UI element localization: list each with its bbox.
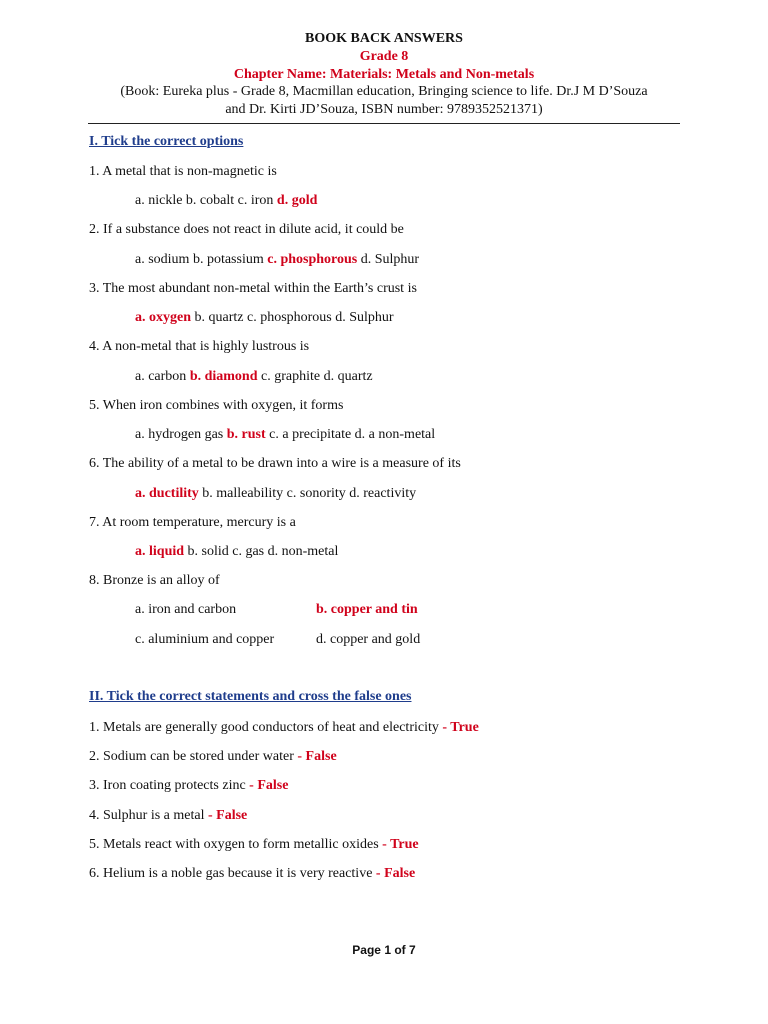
answer-2: c. phosphorous: [267, 252, 358, 267]
question-3: 3. The most abundant non-metal within the Earth’s crust is: [89, 281, 417, 296]
verdict-2: - False: [297, 749, 337, 764]
statement-5: 5. Metals react with oxygen to form metallic oxides - True: [89, 837, 419, 852]
answer-3: a. oxygen: [135, 310, 191, 325]
statement-4: 4. Sulphur is a metal - False: [89, 808, 248, 823]
question-6-options: a. ductility b. malleability c. sonority d. reactivity: [135, 486, 417, 501]
verdict-1: - True: [442, 720, 479, 735]
answer-7: a. liquid: [135, 544, 185, 559]
doc-title: BOOK BACK ANSWERS: [305, 31, 463, 46]
answer-6: a. ductility: [135, 486, 199, 501]
grade-heading: Grade 8: [359, 49, 409, 64]
question-3-options: a. oxygen b. quartz c. phosphorous d. Sulphur: [135, 310, 394, 325]
answer-5: b. rust: [226, 427, 266, 442]
page-number: Page 1 of 7: [352, 943, 416, 957]
statement-2: 2. Sodium can be stored under water - False: [89, 749, 337, 764]
statement-1: 1. Metals are generally good conductors of heat and electricity - True: [89, 720, 479, 735]
question-7-options: a. liquid b. solid c. gas d. non-metal: [135, 544, 339, 559]
question-8: 8. Bronze is an alloy of: [89, 573, 220, 588]
answer-4: b. diamond: [189, 369, 258, 384]
question-5-options: a. hydrogen gas b. rust c. a precipitate d. a non-metal: [135, 427, 436, 442]
statement-3: 3. Iron coating protects zinc - False: [89, 778, 289, 793]
question-8-option-d: d. copper and gold: [316, 632, 421, 647]
answer-1: d. gold: [276, 193, 318, 208]
verdict-6: - False: [375, 866, 416, 881]
question-5: 5. When iron combines with oxygen, it forms: [89, 398, 344, 413]
question-1: 1. A metal that is non-magnetic is: [89, 164, 277, 179]
question-8-option-a: a. iron and carbon: [135, 602, 237, 617]
verdict-4: - False: [208, 808, 248, 823]
section-2-title: II. Tick the correct statements and cross the false ones: [89, 689, 412, 704]
question-7: 7. At room temperature, mercury is a: [89, 515, 296, 530]
question-2-options: a. sodium b. potassium c. phosphorous d. Sulphur: [135, 252, 420, 267]
header-divider: [88, 123, 680, 124]
question-4: 4. A non-metal that is highly lustrous is: [89, 339, 310, 354]
book-info-line-1: (Book: Eureka plus - Grade 8, Macmillan education, Bringing science to life. Dr.J M D’Souza: [120, 84, 648, 99]
chapter-heading: Chapter Name: Materials: Metals and Non-metals: [233, 67, 535, 82]
question-6: 6. The ability of a metal to be drawn into a wire is a measure of its: [89, 456, 461, 471]
question-2: 2. If a substance does not react in dilute acid, it could be: [89, 222, 404, 237]
answer-8: b. copper and tin: [316, 602, 418, 617]
verdict-3: - False: [249, 778, 289, 793]
statement-6: 6. Helium is a noble gas because it is very reactive - False: [89, 866, 416, 881]
question-8-option-c: c. aluminium and copper: [135, 632, 275, 647]
verdict-5: - True: [382, 837, 419, 852]
section-1-title: I. Tick the correct options: [89, 134, 244, 149]
question-4-options: a. carbon b. diamond c. graphite d. quartz: [135, 369, 373, 384]
book-info-line-2: and Dr. Kirti JD’Souza, ISBN number: 9789352521371): [225, 102, 543, 117]
question-1-options: a. nickle b. cobalt c. iron d. gold: [135, 193, 318, 208]
